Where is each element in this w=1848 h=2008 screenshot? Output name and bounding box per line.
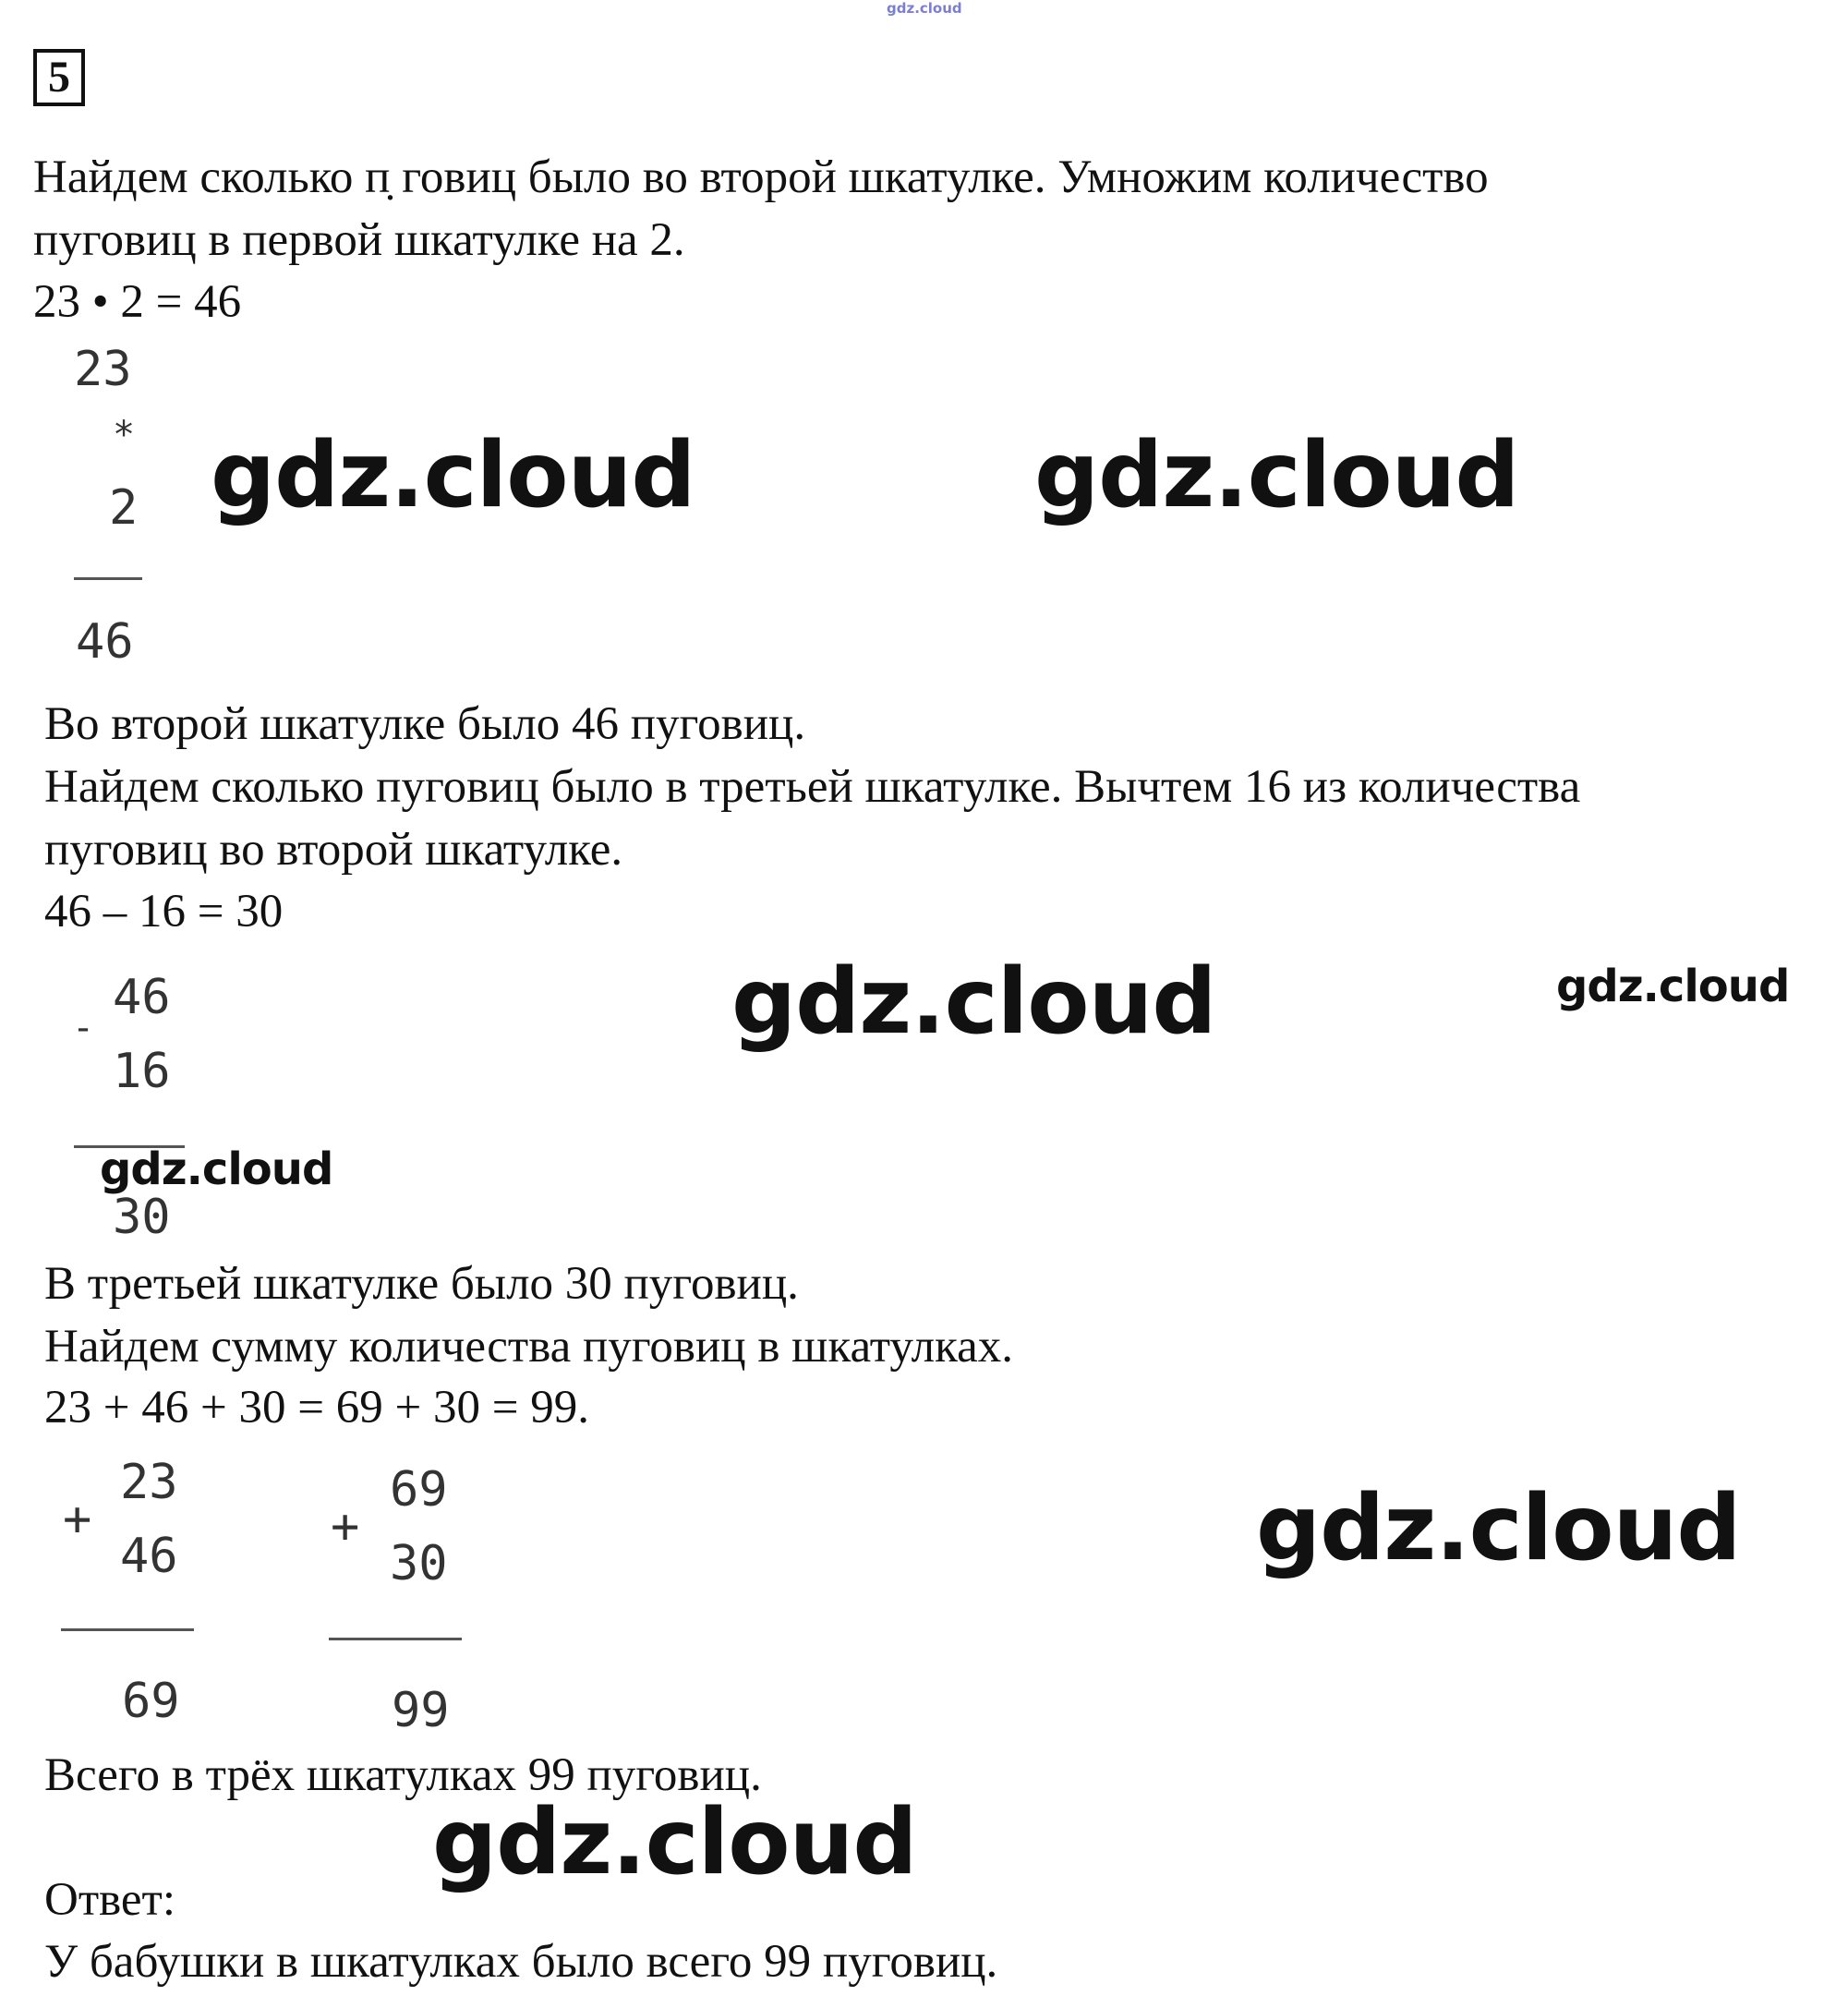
watermark: gdz.cloud (432, 1790, 917, 1895)
sum2-rule (329, 1638, 462, 1640)
step1-line2: пуговиц в первой шкатулке на 2. (33, 214, 685, 266)
step1-conclusion: Во второй шкатулке было 46 пуговиц. (44, 698, 806, 750)
watermark: gdz.cloud (100, 1143, 333, 1195)
sum2-operator: + (331, 1499, 360, 1554)
watermark: gdz.cloud (1034, 423, 1519, 528)
step2-line1: Найдем сколько пуговиц было в третьей шкатулке. Вычтем 16 из количества (44, 761, 1581, 813)
watermark: gdz.cloud (1256, 1476, 1741, 1581)
sum1-operator: + (63, 1492, 92, 1547)
sum1-result: 69 (122, 1674, 180, 1729)
step3-line1: Найдем сумму количества пуговиц в шкатулках. (44, 1321, 1013, 1373)
sum1-rule (61, 1628, 194, 1631)
task-number: 5 (33, 49, 85, 106)
step1-line1: Найдем сколько п̣ говиц было во второй шкатулке. Умножим количество (33, 151, 1489, 203)
mult-rule (74, 577, 142, 580)
step3-conclusion: Всего в трёх шкатулках 99 пуговиц. (44, 1749, 762, 1801)
sum2-top: 69 (390, 1462, 448, 1518)
sub-bottom: 16 (113, 1044, 171, 1099)
step1-equation: 23 • 2 = 46 (33, 276, 242, 328)
sub-result: 30 (113, 1190, 171, 1245)
step2-equation: 46 – 16 = 30 (44, 886, 284, 937)
mult-bottom: 2 (109, 480, 139, 536)
mult-operator: * (113, 414, 136, 456)
watermark: gdz.cloud (731, 950, 1216, 1055)
watermark: gdz.cloud (1556, 961, 1790, 1012)
mult-top: 23 (74, 342, 132, 397)
sum2-result: 99 (392, 1683, 450, 1738)
step2-line2: пуговиц во второй шкатулке. (44, 824, 623, 876)
watermark: gdz.cloud (211, 423, 695, 528)
site-mark: gdz.cloud (887, 0, 962, 17)
sum1-top: 23 (120, 1455, 178, 1510)
sub-operator: - (72, 1007, 95, 1049)
answer-label: Ответ: (44, 1874, 175, 1926)
sum2-bottom: 30 (390, 1536, 448, 1591)
sum1-bottom: 46 (120, 1529, 178, 1584)
sub-top: 46 (113, 970, 171, 1025)
answer-text: У бабушки в шкатулках было всего 99 пуговиц. (44, 1936, 998, 1988)
step2-conclusion: В третьей шкатулке было 30 пуговиц. (44, 1258, 799, 1310)
step3-equation: 23 + 46 + 30 = 69 + 30 = 99. (44, 1382, 590, 1433)
mult-result: 46 (76, 614, 134, 670)
